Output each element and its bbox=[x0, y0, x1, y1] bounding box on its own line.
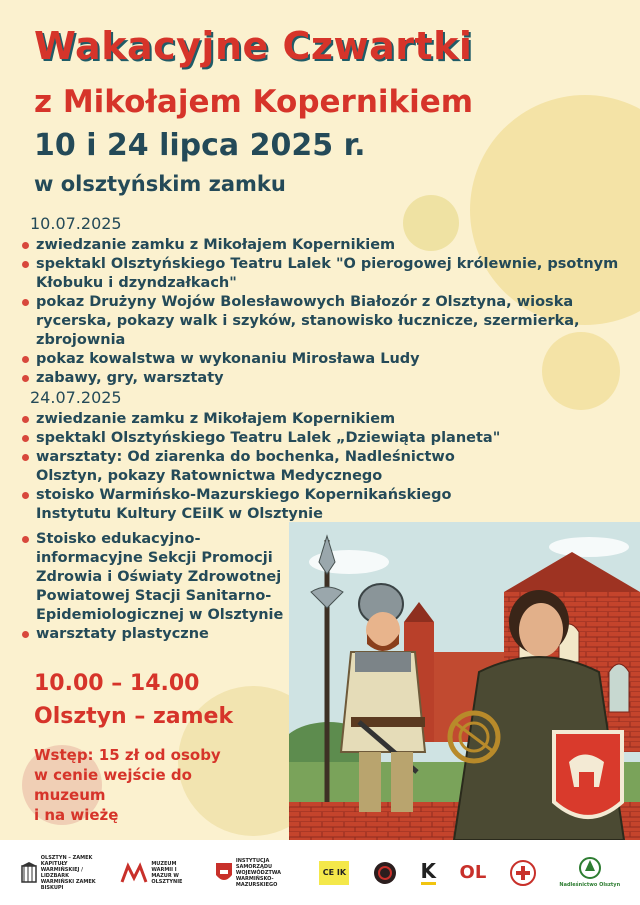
event-venue: w olsztyńskim zamku bbox=[34, 172, 286, 196]
fee-line: i na wieżę bbox=[34, 806, 119, 824]
forest-icon bbox=[579, 857, 601, 879]
admission-info bbox=[34, 745, 264, 825]
list-item: stoisko Warmińsko-Mazurskiego Kopernikańskiego Instytutu Kultury CEiIK w Olsztynie bbox=[22, 486, 522, 524]
day1-date: 10.07.2025 bbox=[30, 214, 122, 233]
list-item: spektakl Olsztyńskiego Teatru Lalek "O pierogowej królewnie, psotnym Kłobuku i dzyndzałkach" bbox=[22, 255, 622, 293]
poster-subtitle: z Mikołajem Kopernikiem bbox=[34, 84, 474, 120]
museum-m-icon bbox=[120, 862, 148, 884]
list-item: zwiedzanie zamku z Mikołajem Kopernikiem bbox=[22, 236, 622, 255]
list-item: Stoisko edukacyjno-informacyjne Sekcji Promocji Zdrowia i Oświaty Zdrowotnej Powiatowej Stacji Sanitarno-Epidemiologicznej w Olsztynie bbox=[22, 530, 284, 625]
ceik-logo: CE IK bbox=[319, 861, 349, 885]
sponsor-footer bbox=[0, 840, 640, 905]
event-place: Olsztyn – zamek bbox=[34, 704, 234, 729]
muzeum-warmii-logo: MUZEUM WARMII I MAZUR W OLSZTYNIE bbox=[120, 861, 191, 885]
coat-of-arms-icon bbox=[215, 862, 233, 884]
event-time: 10.00 – 14.00 bbox=[34, 671, 200, 696]
fee-line: Wstęp: 15 zł od osoby bbox=[34, 746, 221, 764]
medical-badge-icon bbox=[510, 860, 536, 886]
list-item: warsztaty: Od ziarenka do bochenka, Nadleśnictwo Olsztyn, pokazy Ratownictwa Medycznego bbox=[22, 448, 522, 486]
monument-icon bbox=[20, 862, 38, 884]
fee-line: w cenie wejście do muzeum bbox=[34, 766, 192, 804]
event-dates: 10 i 24 lipca 2025 r. bbox=[34, 128, 366, 163]
day1-list bbox=[22, 236, 622, 388]
shield-emblem-icon bbox=[373, 860, 397, 886]
ratownictwo-logo bbox=[510, 860, 536, 886]
day2-list-bottom bbox=[22, 530, 284, 644]
nadlesnictwo-logo: Nadleśnictwo Olsztyn bbox=[559, 857, 620, 888]
samorzad-logo: INSTYTUCJA SAMORZĄDU WOJEWÓDZTWA WARMIŃSKO-MAZURSKIEGO bbox=[215, 858, 296, 888]
list-item: zwiedzanie zamku z Mikołajem Kopernikiem bbox=[22, 410, 522, 429]
teatr-lalek-logo: OL bbox=[459, 861, 487, 883]
day2-list-top bbox=[22, 410, 522, 524]
pomniki-historii-logo: OLSZTYN – ZAMEK KAPITUŁY WARMIŃSKIEJ / LIDZBARK WARMIŃSKI ZAMEK BISKUPI bbox=[20, 855, 97, 891]
copernicus-knight-illustration bbox=[289, 522, 640, 840]
list-item: pokaz kowalstwa w wykonaniu Mirosława Ludy bbox=[22, 350, 622, 369]
poster-title: Wakacyjne Czwartki bbox=[34, 24, 473, 68]
list-item: warsztaty plastyczne bbox=[22, 625, 284, 644]
list-item: zabawy, gry, warsztaty bbox=[22, 369, 622, 388]
list-item: spektakl Olsztyńskiego Teatru Lalek „Dziewiąta planeta" bbox=[22, 429, 522, 448]
k-logo: K bbox=[420, 859, 436, 883]
druzyna-logo bbox=[373, 860, 397, 886]
day2-date: 24.07.2025 bbox=[30, 388, 122, 407]
list-item: pokaz Drużyny Wojów Bolesławowych Białozór z Olsztyna, wioska rycerska, pokazy walk i szyków, stanowisko łucznicze, szermierka, zbrojownia bbox=[22, 293, 622, 350]
